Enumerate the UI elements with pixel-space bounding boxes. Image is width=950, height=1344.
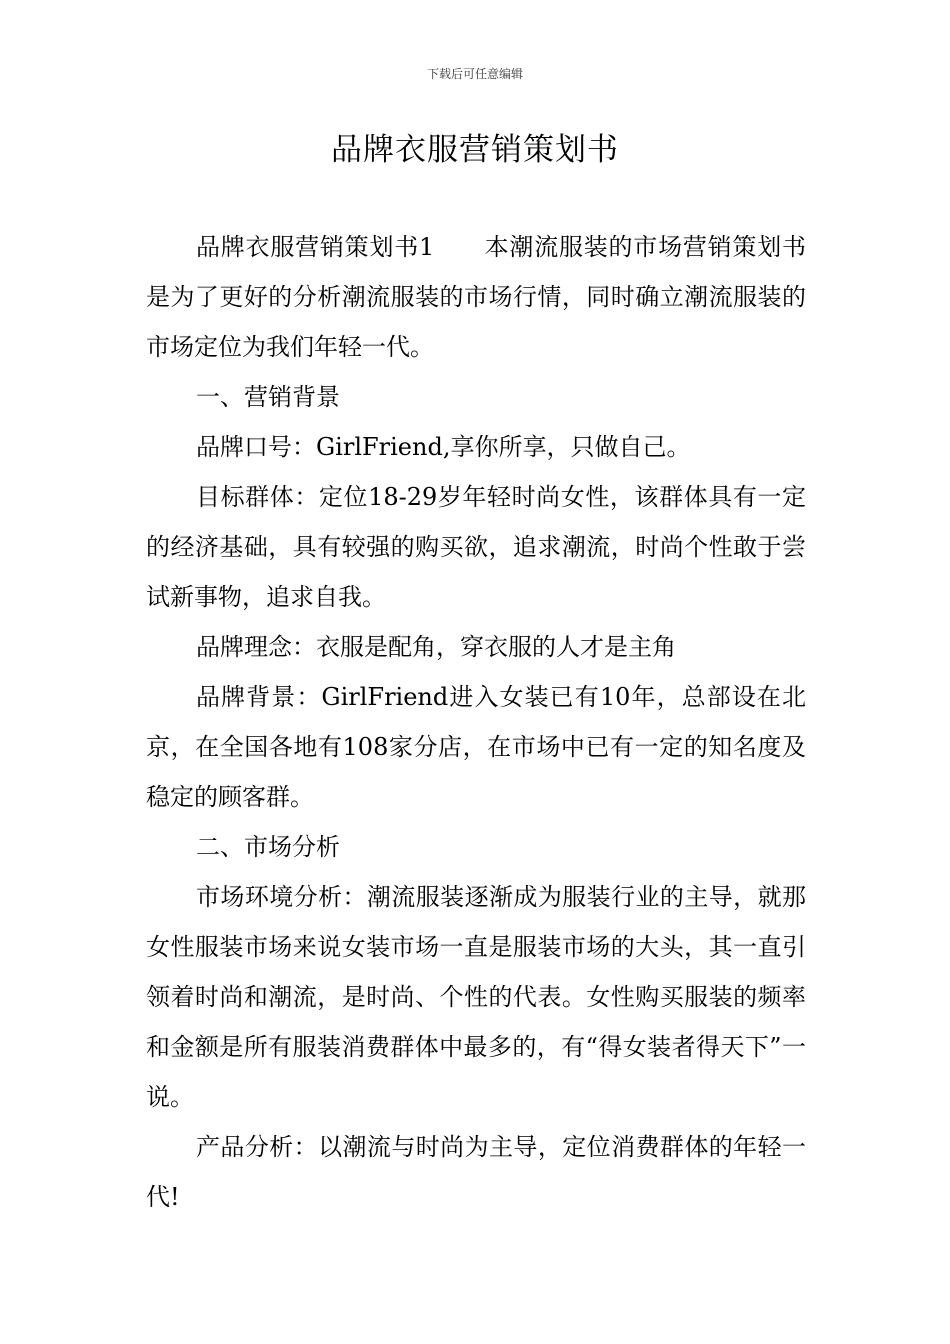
document-title: 品牌衣服营销策划书	[331, 132, 619, 168]
brand-concept-paragraph: 品牌理念：衣服是配角，穿衣服的人才是主角	[196, 633, 676, 661]
brand-slogan-paragraph: 品牌口号：GirlFriend,享你所享，只做自己。	[196, 433, 691, 461]
document-body	[146, 222, 806, 1222]
page-header-note: 下载后可任意编辑	[426, 67, 523, 81]
section-heading-market-analysis: 二、市场分析	[196, 833, 340, 861]
intro-paragraph: 品牌衣服营销策划书1 本潮流服装的市场营销策划书是为了更好的分析潮流服装的市场行情，同时确立潮流服装的市场定位为我们年轻一代。	[146, 233, 806, 361]
brand-background-paragraph: 品牌背景：GirlFriend进入女装已有10年，总部设在北京，在全国各地有108家分店，在市场中已有一定的知名度及稳定的顾客群。	[146, 683, 806, 811]
product-analysis-paragraph: 产品分析：以潮流与时尚为主导，定位消费群体的年轻一代!	[146, 1133, 806, 1211]
section-heading-marketing-background: 一、营销背景	[196, 383, 340, 411]
target-group-paragraph: 目标群体：定位18-29岁年轻时尚女性，该群体具有一定的经济基础，具有较强的购买欲，追求潮流，时尚个性敢于尝试新事物，追求自我。	[146, 483, 806, 611]
market-environment-paragraph: 市场环境分析：潮流服装逐渐成为服装行业的主导，就那女性服装市场来说女装市场一直是服装市场的大头，其一直引领着时尚和潮流，是时尚、个性的代表。女性购买服装的频率和金额是所有服装消费群体中最多的，有“得女装者得天下”一说。	[146, 883, 806, 1111]
